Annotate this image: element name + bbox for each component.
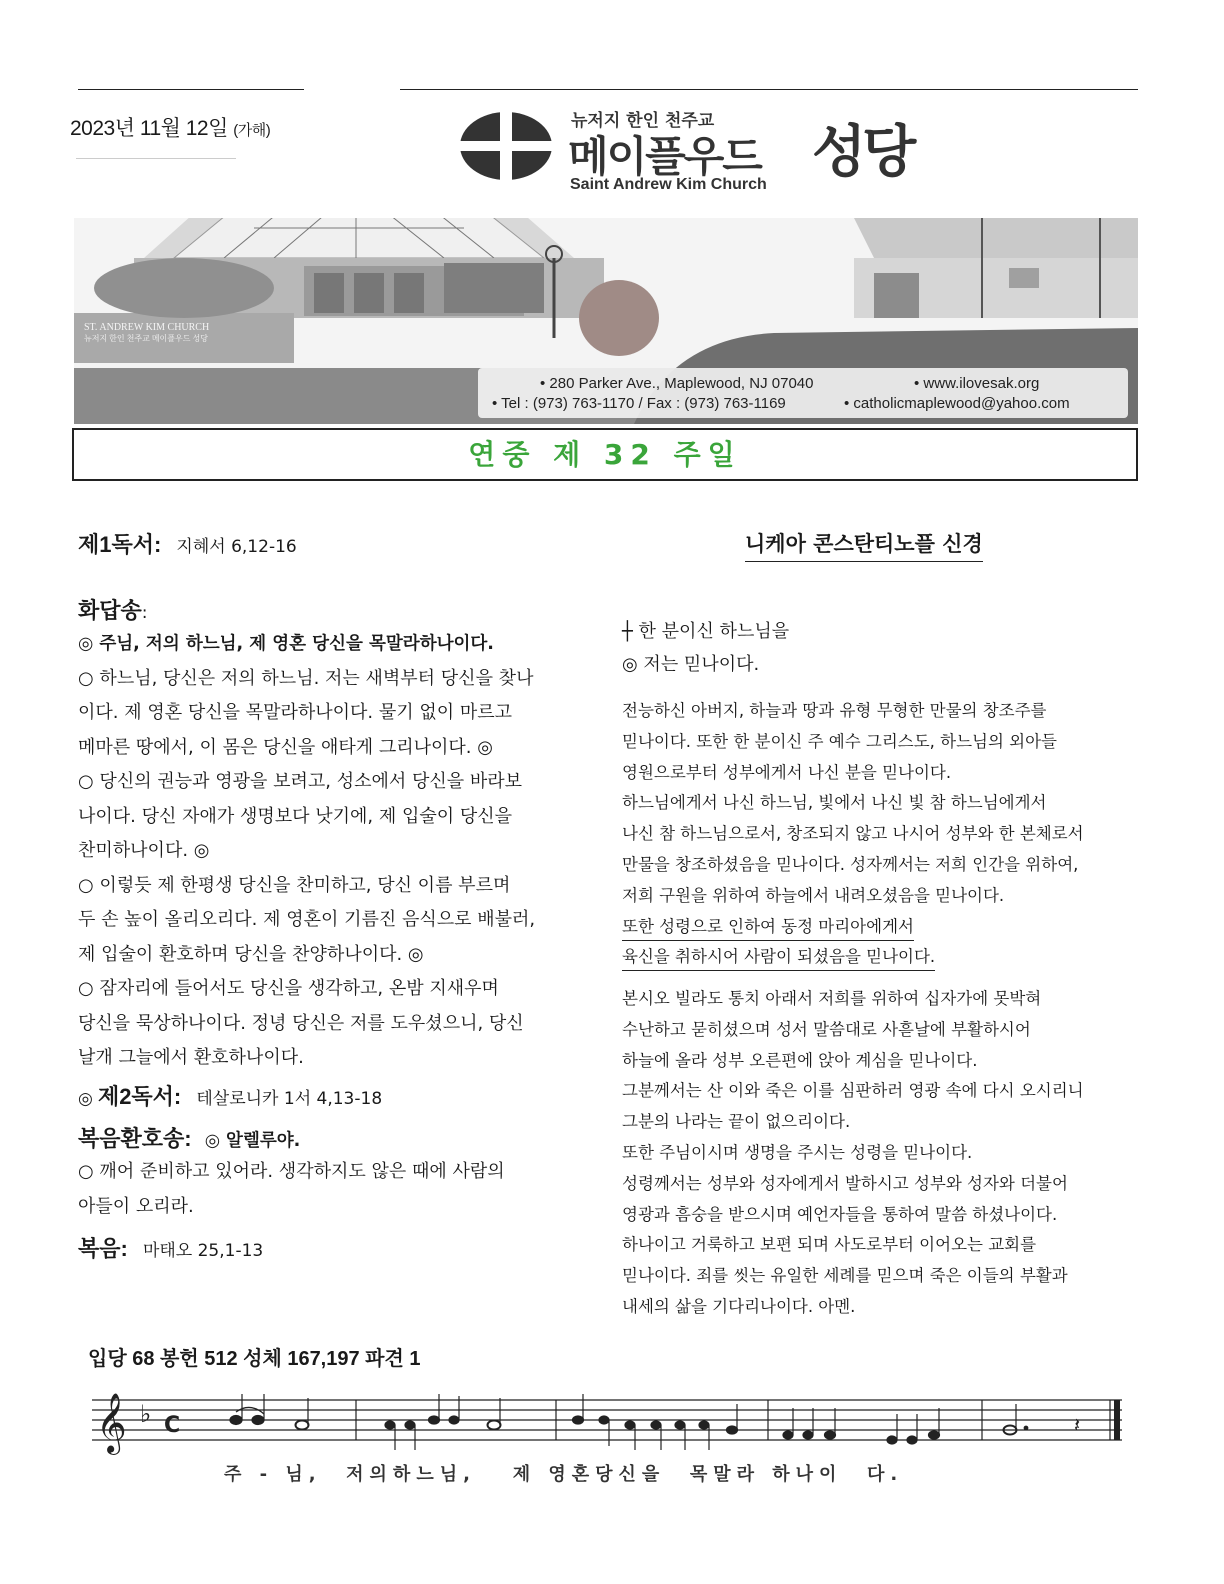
logo-english-name: Saint Andrew Kim Church — [570, 176, 767, 193]
creed-line: 믿나이다. 죄를 씻는 유일한 세례를 믿으며 죽은 이들의 부활과 — [622, 1266, 1068, 1286]
hymn-numbers: 입당 68 봉헌 512 성체 167,197 파견 1 — [88, 1348, 421, 1370]
creed-line: 영원으로부터 성부에게서 나신 분을 믿나이다. — [622, 762, 952, 782]
psalm-line: 이다. 제 영혼 당신을 목말라하나이다. 물기 없이 마르고 — [78, 702, 513, 723]
psalm-line: 두 손 높이 올리오리다. 제 영혼이 기름진 음식으로 배불러, — [78, 909, 536, 930]
first-reading-label: 제1독서: — [78, 532, 162, 557]
first-reading-ref: 지혜서 6,12-16 — [176, 537, 297, 557]
acclamation-label: 복음환호송: — [78, 1126, 192, 1151]
psalm-heading: 화답송: — [78, 598, 148, 623]
psalm-line: 찬미하나이다. ◎ — [78, 840, 210, 861]
creed-line: 하나이고 거룩하고 보편 되며 사도로부터 이어오는 교회를 — [622, 1235, 1037, 1255]
logo-heart-text: 성당 — [812, 120, 913, 185]
creed-title: 니케아 콘스탄티노플 신경 — [745, 528, 983, 562]
creed-line: 성령께서는 성부와 성자에게서 발하시고 성부와 성자와 더불어 — [622, 1173, 1068, 1193]
creed-incarnation-line: 육신을 취하시어 사람이 되셨음을 믿나이다. — [622, 943, 935, 971]
parish-cross-logo — [458, 110, 554, 182]
music-staff — [92, 1388, 1124, 1456]
sunday-title: 연중 제 32 주일 — [468, 438, 742, 471]
psalm-line: 당신을 묵상하나이다. 정녕 당신은 저를 도우셨으니, 당신 — [78, 1012, 524, 1034]
creed-line: 전능하신 아버지, 하늘과 땅과 유형 무형한 만물의 창조주를 — [622, 701, 1047, 720]
psalm-line: 나이다. 당신 자애가 생명보다 낫기에, 제 입술이 당신을 — [78, 805, 513, 827]
psalm-line: ○ 잠자리에 들어서도 당신을 생각하고, 온밤 지새우며 — [78, 978, 499, 999]
creed-line: 하늘에 올라 성부 오른편에 앉아 계심을 믿나이다. — [622, 1050, 978, 1070]
acclamation-value: ◎ 알렐루야. — [204, 1131, 301, 1151]
contact-box — [478, 368, 1128, 418]
gospel-acclamation — [78, 1122, 300, 1153]
second-reading: ◎ 제2독서: 테살로니카 1서 4,13-18 — [78, 1084, 383, 1109]
creed-line: 영광과 흠숭을 받으시며 예언자들을 통하여 말씀 하셨나이다. — [622, 1204, 1058, 1224]
creed-paragraph-1 — [622, 696, 1152, 973]
creed-line: 저희 구원을 위하여 하늘에서 내려오셨음을 믿나이다. — [622, 885, 1005, 905]
email-link[interactable]: • catholicmaplewood@yahoo.com — [844, 395, 1070, 412]
second-reading-ref: 테살로니카 1서 4,13-18 — [196, 1089, 383, 1109]
psalm-response: ◎ 주님, 저의 하느님, 제 영혼 당신을 목말라하나이다. — [78, 634, 494, 654]
quarter-rest-icon: 𝄽 — [1074, 1413, 1081, 1437]
song-lyrics: 주 - 님, 저의하느님, 제 영혼당신을 목말라 하나이 다. — [224, 1464, 904, 1485]
gospel-reading — [78, 1232, 263, 1263]
logo-subtitle: 뉴저지 한인 천주교 — [571, 111, 715, 131]
issue-date: 2023년 11월 12일 (가해) — [70, 117, 271, 140]
sunday-title-box — [72, 428, 1138, 481]
address-text: • 280 Parker Ave., Maplewood, NJ 07040 — [540, 375, 814, 392]
acclamation-line: ○ 깨어 준비하고 있어라. 생각하지도 않은 때에 사람의 — [78, 1161, 505, 1182]
phone-text: • Tel : (973) 763-1170 / Fax : (973) 763-1169 — [492, 395, 786, 412]
second-reading-label: 제2독서: — [97, 1084, 182, 1109]
date-underline — [76, 158, 236, 159]
creed-line: 그분께서는 산 이와 죽은 이를 심판하러 영광 속에 다시 오시리니 — [622, 1081, 1084, 1101]
acclamation-line: 아들이 오리라. — [78, 1195, 194, 1217]
creed-line: 수난하고 묻히셨으며 성서 말씀대로 사흗날에 부활하시어 — [622, 1019, 1031, 1039]
psalm-line: ○ 이렇듯 제 한평생 당신을 찬미하고, 당신 이름 부르며 — [78, 874, 511, 896]
creed-line: 나신 참 하느님으로서, 창조되지 않고 나시어 성부와 한 본체로서 — [622, 824, 1084, 844]
creed-line: 그분의 나라는 끝이 없으리이다. — [622, 1112, 851, 1132]
common-time-icon: C — [164, 1413, 181, 1438]
creed-line: 믿나이다. 또한 한 분이신 주 예수 그리스도, 하느님의 외아들 — [622, 731, 1057, 751]
creed-paragraph-2 — [622, 984, 1152, 1323]
psalm-body — [78, 627, 608, 1076]
logo-name: 메이플우드 — [568, 132, 761, 181]
creed-line: 본시오 빌라도 통치 아래서 저희를 위하여 십자가에 못박혀 — [622, 989, 1042, 1008]
photo-sign: ST. ANDREW KIM CHURCH 뉴저지 한인 천주교 메이플우드 성당 — [84, 322, 210, 343]
creed-line: 또한 주님이시며 생명을 주시는 성령을 믿나이다. — [622, 1142, 973, 1162]
flat-icon: ♭ — [140, 1400, 152, 1428]
notes — [230, 1394, 1028, 1450]
first-reading — [78, 528, 297, 559]
header-rule-left — [78, 89, 304, 90]
creed-incarnation-line: 또한 성령으로 인하여 동정 마리아에게서 — [622, 913, 914, 941]
website-link[interactable]: • www.ilovesak.org — [914, 375, 1040, 392]
psalm-line: 제 입술이 환호하며 당신을 찬양하나이다. ◎ — [78, 943, 424, 965]
psalm-line: ○ 하느님, 당신은 저의 하느님. 저는 새벽부터 당신을 찾나 — [78, 667, 534, 689]
psalm-line: 날개 그늘에서 환호하나이다. — [78, 1047, 304, 1068]
creed-opening: ┼ 한 분이신 하느님을 ◎ 저는 믿나이다. — [622, 621, 790, 675]
creed-line: 내세의 삶을 기다리나이다. 아멘. — [622, 1296, 856, 1316]
psalm-line: 메마른 땅에서, 이 몸은 당신을 애타게 그리나이다. ◎ — [78, 736, 493, 758]
acclamation-body — [78, 1155, 608, 1224]
header-rule-right — [400, 89, 1138, 90]
psalm-line: ○ 당신의 권능과 영광을 보려고, 성소에서 당신을 바라보 — [78, 771, 523, 792]
creed-line: 만물을 창조하셨음을 믿나이다. 성자께서는 저희 인간을 위하여, — [622, 854, 1079, 874]
gospel-label: 복음: — [78, 1236, 128, 1261]
creed-line: 하느님에게서 나신 하느님, 빛에서 나신 빛 참 하느님에게서 — [622, 793, 1047, 813]
treble-clef-icon: 𝄞 — [96, 1393, 127, 1453]
gospel-ref: 마태오 25,1-13 — [142, 1241, 264, 1261]
